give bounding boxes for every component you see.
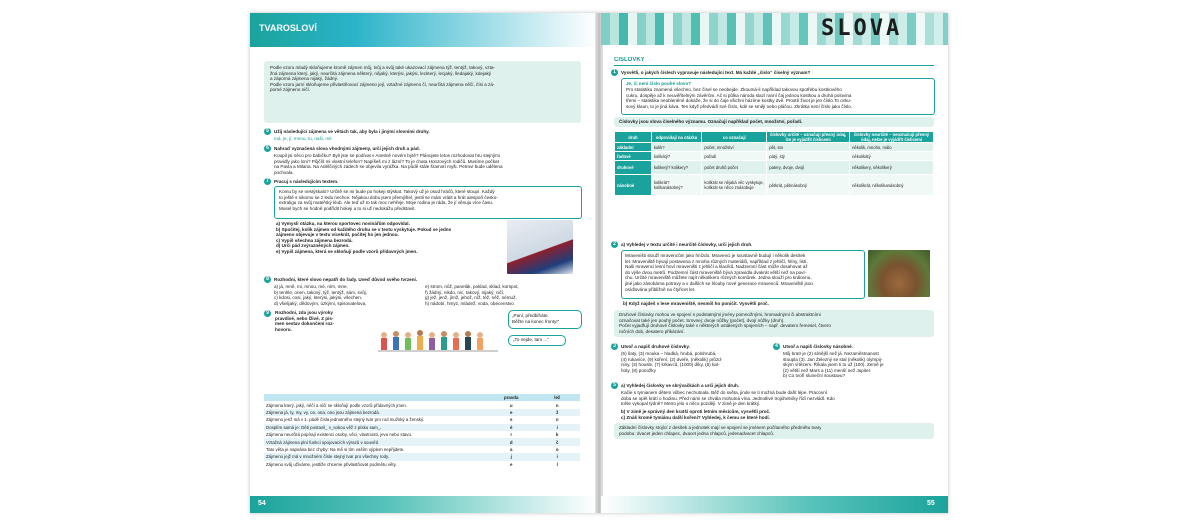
exercise-9-line: men sestav dokončení roz-: [275, 321, 334, 327]
numeral-table-cell: několik, mnoho, málo: [850, 143, 934, 152]
section-title: ČÍSLOVKY: [614, 57, 645, 63]
druhove-definition-line: Druhové číslovky mohou ve spojení s podstatnými jmény pomnožnými, hromadnými či abstraktními: [619, 312, 821, 317]
exercise-8-item: d) všelijaký, dědovým, úzkými, spisovatelova,: [274, 300, 367, 306]
false-letter-cell: k: [555, 432, 559, 438]
exercise-8-number: 8: [264, 276, 271, 283]
numeral-table-cell: několikátý: [850, 152, 934, 161]
speech-bubble-1-line-1: „Paní, předbíháte.: [512, 313, 549, 318]
right-page-number: 55: [927, 500, 935, 507]
exercise-7-box-line: extraligu za svůj mateřský klub. Ale teď už to tak moc nehřeje. Moje rodina je ráda, že jí věnuju více času.: [279, 200, 494, 206]
r-exercise-2-box-line: let. Mraveniště bývají postavena z mnoha různých materiálů, například z jehličí, hlíny, listí.: [625, 258, 808, 264]
statement-cell: Zájmeno svůj užíváme, jestliže chceme přivlastňovat podmětu věty.: [266, 461, 397, 467]
true-letter-cell: e: [510, 461, 513, 467]
r-exercise-4-line: ským vítězem. Říkala jsem ti to už (100). Země je: [783, 362, 884, 368]
r-exercise-3-title: Utvoř a napiš druhové číslovky.: [621, 344, 690, 349]
intro-text: [270, 65, 495, 93]
exercise-5-text: má, je, jí, mnou, tu, naši, mé: [274, 136, 332, 141]
r-exercise-1-box-line: třemi – statistika neobleněné dokáže, že si do čaje všichni házíme kostky dvě. Prostě život je jen číslo.To cirku-: [626, 98, 852, 104]
right-footer-bar: [601, 496, 948, 513]
left-page-number: 54: [258, 500, 266, 507]
nt-header-otazka: odpovídají na otázku: [651, 132, 702, 143]
right-page: [601, 13, 948, 513]
exercise-6-number: 6: [264, 145, 271, 152]
true-letter-cell: s: [510, 417, 513, 423]
r-exercise-1-box-title: Je, či není číslo pouhé slovo?: [626, 81, 692, 86]
r-exercise-3-number: 3: [611, 343, 618, 350]
r-exercise-1-number: 1: [611, 69, 618, 76]
numeral-table-header: [615, 132, 934, 143]
exercise-7-task: zájmeno objevuje v textu vícekrát, počítej ho jen jednou.: [276, 232, 399, 238]
true-false-row: [264, 438, 580, 445]
false-letter-cell: í: [556, 424, 558, 430]
exercise-8-item: g) jež, jenž, jímž, jehož, níž, též, něž, némuž,: [425, 295, 517, 301]
exercise-6-line: pochvala.: [274, 169, 294, 175]
true-false-row: [264, 416, 580, 423]
left-page: [250, 13, 597, 513]
exercise-7-task: e) Vypiš zájmena, která se skloňují podle vzorů přídavných jmen.: [276, 248, 418, 254]
statement-cell: Vztažná zájmena plní funkci spojovacích výrazů v souvětí.: [266, 439, 380, 445]
definition-text: Číslovky jsou slova číselného významu. Označují například počet, množství, pořadí.: [619, 119, 803, 124]
true-letter-cell: e: [510, 409, 513, 415]
exercise-9-line: hovoru.: [275, 326, 292, 332]
exercise-7-number: 7: [264, 178, 271, 185]
r-exercise-2-box-line: do výše dvou metrů. Podzemní část mraveniště bývá zpravidla dvakrát větší než na povr-: [625, 269, 807, 275]
exercise-7-box-line: to ještě s nikomu se z ledu nechce. Nějakou dobu jsem přemýšlel, jestli se mám vrátit a hrát alespoň česko-: [279, 194, 498, 200]
r-exercise-3-text: [621, 351, 722, 373]
r-exercise-2-task-b: b) Když najdeš v lese mraveniště, nesmíš ho poničit. Vysvětli proč.: [623, 301, 769, 306]
true-letter-cell: d: [509, 439, 513, 445]
closing-line: Základní číslovky stojící z desítek a jednotek mají ve spojení se jménem počítaného předmětu tvary: [619, 425, 822, 430]
logo-slova: SLOVA: [821, 17, 903, 41]
nt-header-neurcite: číslovky neurčité – neoznačují přesný údaj, nelze je vyjádřit číslicemi: [850, 132, 934, 143]
anthill-photo: [868, 250, 930, 297]
intro-line: Podle vzoru jarní skloňujeme přivlastňovací zájmeno její, vztažné zájmeno čí, neurčitá zájmena něčí, čísi a zá-: [270, 81, 495, 87]
r-exercise-5-task-c: c) Znáš kromě tymiánu další koření? Vyhledej, k čemu se které hodí.: [621, 415, 770, 420]
exercise-9-line: pravdivé, nebo lživé. Z pís-: [275, 315, 334, 321]
false-letter-cell: n: [555, 402, 559, 408]
exercise-7-tasks: [276, 221, 451, 255]
closing-line: podobu: dvacet jeden chlapec, dvacet jedna chlapců, jedenadvacet chlapců.: [619, 430, 775, 436]
r-exercise-1-box-line: sový klaun, to je jiná káva. Ten když předvádí své číslo, kdé se směji nebo pláčou. Zkrátka není číslo jako číslo.: [626, 103, 853, 109]
intro-line: Podle vzoru mladý skloňujeme kromě zájmen můj, tvůj a svůj také ukazovací zájmena týž, tentýž, takový, vzta-: [270, 65, 495, 70]
true-false-row: [264, 401, 580, 408]
numeral-table-cell: pět, sto: [767, 143, 850, 152]
true-false-row: [264, 409, 580, 416]
exercise-6-line: na Pavla a Milana. Na Adélčiných zádech se objevila vyrážka. Na půdě stále šramotí myši. Petrovi bude udělena: [274, 164, 503, 170]
exercise-7-title: Pracuj s následujícím textem.: [274, 179, 339, 184]
exercise-6-line: pravidly jako loni? Půjčíš mi vlastní telefon? Napíšeš mi z lázní? To je chata Honzových rodičů. Musíme počkat: [274, 158, 499, 164]
druhove-definition-line: Počet vyjadřují druhové číslovky také v některých ustálených spojeních – např. devatero řemesel, čtvero: [619, 323, 831, 329]
r-exercise-4-line: (2) větší než Mars a (11) menší než Jupiter.: [783, 367, 872, 373]
r-exercise-4-line: Můj bratr je (2) silnější než já. Nezaměstnanost: [783, 351, 879, 356]
statement-cell: Zájmena já, ty, my, vy, on, ona, ono jsou zájmena bezrodá.: [266, 409, 380, 415]
intro-line: porné zájmeno ničí.: [270, 87, 311, 93]
exercise-8-item: c) kdosi, cosi, jaký, kterýsi, jakýsi, všechen,: [274, 295, 363, 301]
true-false-row: [264, 453, 580, 460]
exercise-9-text: [275, 310, 334, 332]
speech-bubble-2-text: „To nejde, tam ...“: [513, 337, 549, 342]
exercise-7-task: b) Spočítej, kolik zájmen od každého druhu se v textu vyskytuje. Pokud se jedno: [276, 226, 452, 232]
druhove-definition-line: ročních dob, desatero přikázání.: [619, 328, 685, 334]
numeral-table-cell: kolikerý? kolikery?: [651, 161, 702, 175]
statement-cell: Dosplím samá je: Děti postavil_ v_sokou věž z písku sam_.: [266, 424, 382, 430]
r-exercise-5-line: tohle vykopal týdně? Metro jelo o něco později. V zimě je den krátký.: [621, 401, 761, 407]
nt-header-druh: druh: [615, 132, 652, 143]
exercise-8-item: e) strom, nůž, panelák, poklad, sklad, kompot,: [425, 284, 519, 289]
exercise-6-title: Nahraď vyznačená slova vhodnými zájmeny, urči jejich druh a pád.: [274, 146, 420, 151]
false-letter-cell: i: [556, 454, 558, 460]
exercise-5-number: 5: [264, 128, 271, 135]
r-exercise-1-box-text: [626, 87, 852, 109]
r-exercise-2-title: a) Vyhledej v textu určité i neurčité číslovky, urči jejich druh.: [621, 242, 753, 247]
numeral-table-cell: kolik?: [651, 143, 702, 152]
true-false-table: [264, 394, 580, 468]
numeral-table-cell: patery, dvoje, dvojí: [767, 161, 850, 175]
exercise-8-item: f) žádný, nikdo, nic, takový, nijaký, ničí,: [425, 289, 505, 295]
r-exercise-4-line: stoupla (3). Jan Železný se stal (několik) olympij-: [783, 356, 883, 362]
chapter-title: TVAROSLOVÍ: [259, 23, 317, 33]
header-true: pravda: [504, 395, 519, 401]
numeral-table-cell: kolikátý?: [651, 152, 702, 161]
queue-people: [378, 330, 498, 352]
numeral-type-cell: druhové: [615, 161, 652, 175]
r-exercise-2-number: 2: [611, 241, 618, 248]
r-exercise-3-line: (5) šaty, (3) mouka – hladká, hrubá, polohrubá,: [621, 351, 717, 356]
exercise-5-title: Užij následující zájmena ve větách tak, aby byla i jinými slovními druhy.: [274, 129, 430, 134]
statement-cell: Zájmena neurčitá popírají existenci osoby, věci, vlastnosti, jevu nebo stavu.: [266, 432, 413, 438]
true-false-header-row: [264, 394, 580, 401]
false-letter-cell: o: [555, 446, 559, 452]
false-letter-cell: ž: [556, 409, 559, 415]
r-exercise-4-line: b) Co tvoří sluneční soustavu?: [783, 373, 846, 379]
r-exercise-3-line: hoty, (8) ponožky: [621, 367, 656, 373]
exercise-9-number: 9: [264, 310, 271, 317]
numeral-table-cell: počet druhů počet: [702, 161, 767, 175]
exercise-8-item: a) já, mně, mi, mnou, mé, ním, mne,: [274, 284, 348, 289]
exercise-8-item: h) nádobí, hmyz, mládež, voda, obecenstvo: [425, 300, 514, 306]
true-letter-cell: a: [510, 446, 513, 452]
r-exercise-2-box-line: osídlována přibližně na čtyřicet let.: [625, 286, 696, 292]
r-exercise-2-box-line: chu. Určité mraveniště můžete najít několikero různých komůrek. Jedna slouží pro královnu,: [625, 275, 812, 281]
numeral-type-cell: násobné: [615, 175, 652, 196]
true-false-row: [264, 461, 580, 468]
r-exercise-5-title: a) Vyhledej číslovky ve skrývačkách a urči jejich druh.: [621, 383, 740, 388]
statement-cell: Tato věta je napsána bez chyby: Na mě si tím vaším výplem nepřijdete.: [266, 446, 405, 452]
true-letter-cell: é: [510, 424, 513, 430]
header-statement: [264, 394, 488, 401]
numeral-table-cell: pětkrát, pětinásobný: [767, 175, 850, 196]
exercise-7-task: d) Urči pád zvýrazněných zájmen.: [276, 243, 350, 249]
r-exercise-5-task-b: b) V zimě je správný den kratší oproti letním měsícům, vysvětli proč.: [621, 409, 771, 414]
false-letter-cell: l: [556, 461, 558, 467]
numeral-table-cell: několikery, několikerý: [850, 161, 934, 175]
numeral-table-cell: kolikrát? kolikanásobný?: [651, 175, 702, 196]
exercise-8-right-column: [425, 284, 519, 306]
r-exercise-5-number: 5: [611, 382, 618, 389]
closing-definition-text: [619, 425, 821, 436]
r-exercise-1-box-line: Pro statistiku znamená všechno, bez čísel se neobejde. Zkoumá-li například takovou spotřebu kostkového: [626, 87, 842, 92]
exercise-7-box-line: Musel bych se hodně podřídit hokeji a to si už nedokážu představit.: [279, 205, 416, 211]
numeral-table-cell: pořadí: [702, 152, 767, 161]
druhove-definition-text: [619, 312, 831, 334]
r-exercise-5-line: doba se opět krátí o hodinu. Před námi se chvála mohutná vína. Jednotlivé trojúhelníky řídí nezvládl. Kdo: [621, 395, 835, 401]
exercise-7-task: a) Vymysli otázku, na kterou sportovec novinářům odpovídal.: [276, 221, 410, 226]
exercise-7-task: c) Vypiš všechna zájmena bezrodá.: [276, 237, 353, 243]
exercise-8-left-column: [274, 284, 367, 306]
intro-line: žná zájmena který, jaký, neurčitá zájmena některý, nějaký, kterýsi, jakýsi, leckterý, lecjaký, lledajaký, kdejaký: [270, 70, 492, 76]
statement-cell: Zájmena který, jaký, něčí a ničí se skloňují podle vzorů přídavných jmen.: [266, 402, 408, 408]
exercise-6-text: [274, 153, 503, 175]
r-exercise-1-box-line: cukru, dospěje až k neuvěřitelným závěrům. Ač si půlka národa slazí ranní čaj jednou kostkou a druhá polovina: [626, 92, 852, 98]
header-false: lež: [554, 395, 561, 401]
section-rule: [614, 65, 934, 66]
numeral-types-table: [614, 131, 934, 196]
intro-line: a záporná zájmena nijaký, žádný.: [270, 76, 339, 82]
exercise-9-line: Rozhodni, zda jsou výroky: [275, 310, 333, 315]
true-false-row: [264, 446, 580, 453]
numeral-table-row: [615, 152, 934, 161]
true-false-row: [264, 431, 580, 438]
numeral-table-row: [615, 175, 934, 196]
queue-illustration: [378, 326, 498, 358]
statement-cell: Zájmeno jejž má v množném čísle stejný tvar pro všechny rody.: [266, 454, 390, 460]
numeral-table-row: [615, 161, 934, 175]
r-exercise-3-line: niny, (3) housle, (7) krkavců, (1000) díky, (6) kal-: [621, 362, 720, 368]
r-exercise-4-text: [783, 351, 884, 379]
exercise-8-title: Rozhodni, které slovo nepatří do řady. Uveď důvod svého tvrzení.: [274, 277, 418, 282]
exercise-7-box-line: Komu by se nestýskalo? Určitě se mi bude po hokeji stýskat. Takový už je osud hráčů, které stoupí. Každý: [279, 189, 495, 194]
numeral-table-row: [615, 143, 934, 152]
book-spread: [250, 13, 948, 513]
r-exercise-4-title: Utvoř a napiš číslovky násobné.: [783, 344, 853, 349]
r-exercise-4-number: 4: [773, 343, 780, 350]
numeral-table-cell: několikrát, několikanásobný: [850, 175, 934, 196]
nt-header-oznacuji: co označují: [702, 132, 767, 143]
left-footer-bar: [250, 496, 597, 513]
r-exercise-2-box-line: Naši mravenci lesní hoví mraveništi z jehličí a klacíků. Nadzemní část může dosahovat až: [625, 264, 808, 270]
exercise-6-line: Koupil jsi něco pro babičku? Byli jste se podívat v Anetině novém bytě? Plánujete letos rozhodovat hru stejnými: [274, 153, 500, 158]
exercise-7-box-text: [279, 189, 498, 211]
false-letter-cell: n: [555, 417, 559, 423]
numeral-table-cell: počet, množství: [702, 143, 767, 152]
r-exercise-5-line: Kačie s tymianem dětem vůbec nechutnala. Běž do světa, jinde se ti možná bude dařit lépe. Pracovní: [621, 390, 828, 395]
nt-header-urcite: číslovky určité – označují přesný údaj, lze je vyjádřit číslicemi: [767, 132, 850, 143]
true-false-row: [264, 424, 580, 431]
r-exercise-1-title: Vysvětli, o jakých číslech vypravuje následující text. Má každé „číslo“ číselný význam?: [621, 70, 811, 75]
numeral-type-cell: základní: [615, 143, 652, 152]
statement-cell: Zájmeno jenž má v 1. pádě čísla jednotného stejný tvar pro rod mužský a ženský.: [266, 417, 425, 423]
numeral-table-cell: kolikrát se nějaká věc vyskytuje, kolikrát se něco znásobuje: [702, 175, 767, 196]
numeral-table-cell: pátý, stý: [767, 152, 850, 161]
exercise-8-item: b) tenhle, onen, takový, týž, tentýž, sám, svůj,: [274, 289, 367, 295]
true-letter-cell: u: [509, 402, 513, 408]
r-exercise-3-line: (4) rukavice, (9) koření, (2) dveře, (několik) průzd-: [621, 356, 723, 362]
false-letter-cell: č: [555, 439, 559, 445]
hockey-photo: [507, 220, 573, 274]
r-exercise-2-box-line: jiné jako zásobárna potravy a v dalších se hlouby nové generace mravenců. Mraveniště jsou: [625, 280, 813, 286]
druhove-definition-line: označovat také jen pouhý počet. Srovnej: dvoje nůžky (počet), dvojí nůžky (druh).: [619, 317, 785, 323]
speech-bubble-1-line-2: Běžte na konec fronty!“: [512, 319, 560, 324]
numeral-type-cell: řadové: [615, 152, 652, 161]
true-letter-cell: j: [510, 454, 512, 460]
r-exercise-2-box-line: Mraveništi slouží mravencům jako hnízdo. Mravenci je soustavně budují i několik desítek: [625, 253, 806, 258]
true-letter-cell: r: [510, 432, 513, 438]
r-exercise-2-box-text: [625, 253, 813, 292]
r-exercise-5-text: [621, 390, 835, 407]
